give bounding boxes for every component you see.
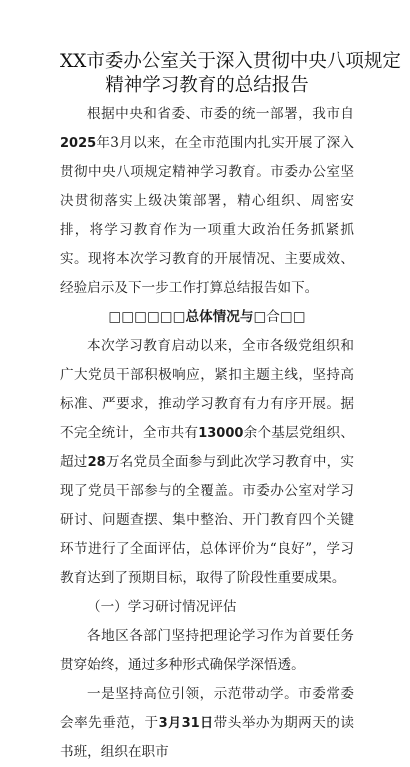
intro-text-start: 根据中央和省委、市委的统一部署，我市自 <box>87 106 354 122</box>
overview-text-3: 万名党员全面参与到此次学习教育中，实现了党员干部参与的全覆盖。市委办公室对学习研讨、问题查摆、集中整治、开门教育四个关键环节进行了全面评估，总体评价为“良好”，学习教育达到了预期目标，取得了阶段性重要成果。 <box>60 454 355 586</box>
subheading-study: （一）学习研讨情况评估 <box>87 599 237 615</box>
intro-text-rest: 年3月以来，在全市范围内扎实开展了深入贯彻中央八项规定精神学习教育。市委办公室坚决贯彻落实上级决策部署，精心组织、周密安排，将学习教育作为一项重大政治任务抓紧抓实。现将本次学习教育的开展情况、主要成效、经验启示及下一步工作打算总结报告如下。 <box>60 135 354 296</box>
overview-org-count: 13000 <box>198 426 244 441</box>
title-line-1: XX市委办公室关于深入贯彻中央八项规定 <box>60 51 401 72</box>
lead-paragraph <box>60 680 354 767</box>
lead-date: 3月31日 <box>158 716 214 731</box>
overview-paragraph <box>60 332 354 593</box>
document-title <box>60 50 401 98</box>
lead-text-2: 带头举办为期两天的读书班，组织在职市 <box>60 715 355 760</box>
overview-member-count: 28 <box>87 455 106 470</box>
study-paragraph: 各地区各部门坚持把理论学习作为首要任务贯穿始终，通过多种形式确保学深悟透。 <box>60 628 354 673</box>
section-heading-suffix: □合□□ <box>253 309 306 325</box>
section-heading <box>60 303 354 332</box>
lead-text-1: 一是坚持高位引领，示范带动学。市委常委会率先垂范，于 <box>60 686 354 731</box>
title-line-2: 精神学习教育的总结报告 <box>105 75 309 96</box>
section-heading-bold: 总体情况与 <box>185 309 254 325</box>
intro-year: 2025 <box>60 136 97 151</box>
overview-text-1: 本次学习教育启动以来，全市各级党组织和广大党员干部积极响应，紧扣主题主线，坚持高标准、严要求，推动学习教育有力有序开展。据不完全统计，全市共有 <box>60 338 354 441</box>
overview-text-2: 余个基层党组织、超过 <box>60 425 354 470</box>
section-heading-prefix: □□□□□□ <box>108 309 186 325</box>
intro-paragraph <box>60 100 354 303</box>
